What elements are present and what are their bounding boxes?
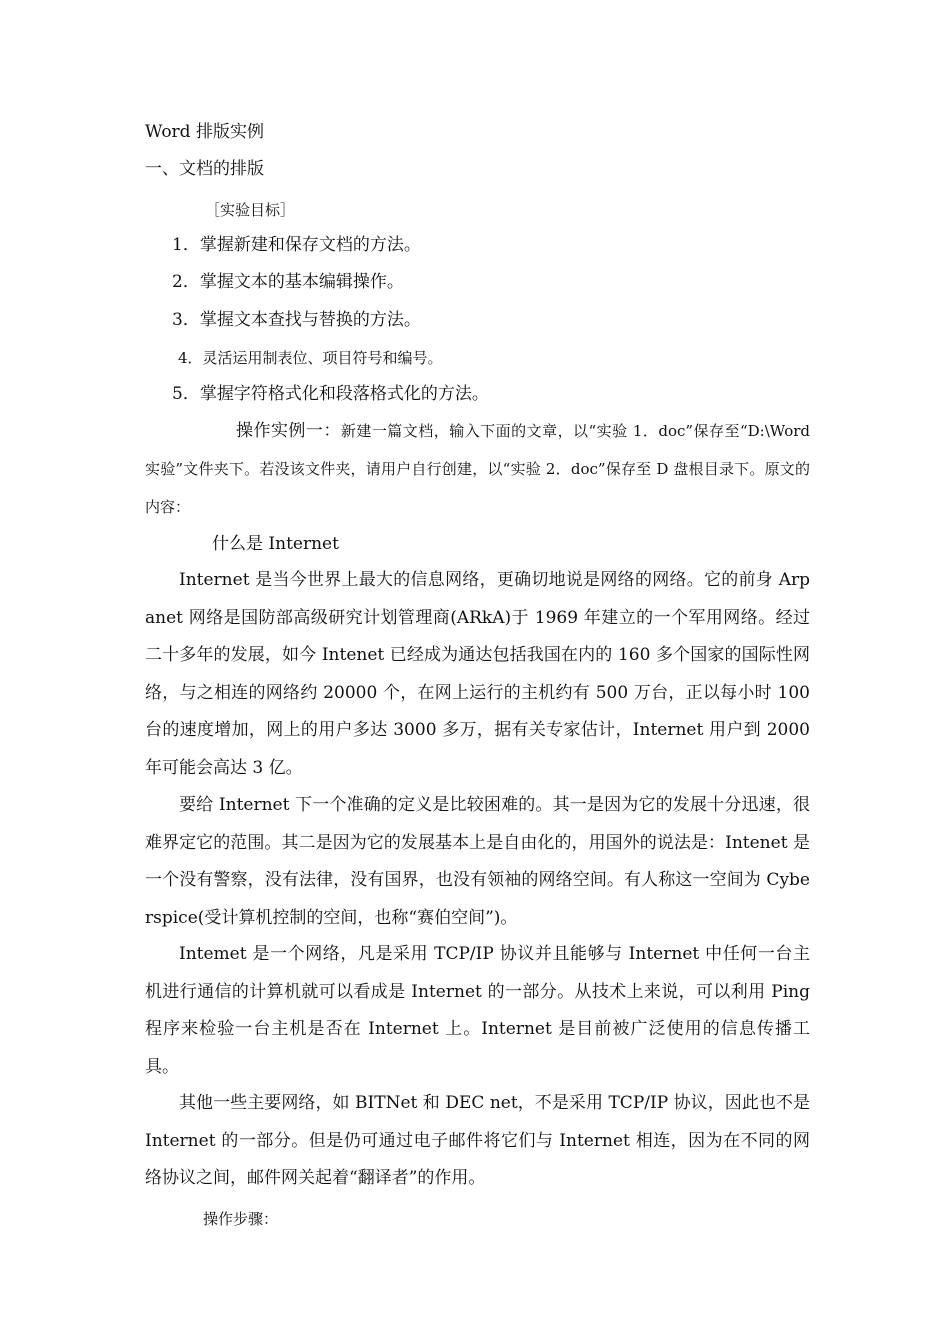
section-heading: 一、文档的排版 <box>145 159 264 179</box>
document-title: Word 排版实例 <box>145 122 264 142</box>
objective-item: 1．掌握新建和保存文档的方法。 <box>172 235 421 255</box>
objective-item: 4．灵活运用制表位、项目符号和编号。 <box>178 349 443 367</box>
article-paragraph: Internet 是当今世界上最大的信息网络，更确切地说是网络的网络。它的前身 Arpanet 网络是国防部高级研究计划管理商(ARkA)于 1969 年建立的一个军用网络。经过二十多年的发展，如今 Intenet 已经成为通达包括我国在内的 160 多个国家的国际性网络，与之相连的网络约 20000 个，在网上运行的主机约有 500 万台，正以每小时 100 台的速度增加，网上的用户多达 3000 多万，据有关专家估计，Internet 用户到 2000 年可能会高达 3 亿。 <box>145 570 810 778</box>
objectives-heading: ［实验目标］ <box>205 201 296 219</box>
example-text: 新建一篇文档，输入下面的文章，以“实验 1．doc”保存至“D:\Word 实验”文件夹下。若没该文件夹，请用户自行创建，以“实验 2．doc”保存至 D 盘根目录下。原文的内容： <box>145 422 810 516</box>
article-title: 什么是 Internet <box>212 534 339 554</box>
steps-label: 操作步骤： <box>203 1210 279 1228</box>
example-label: 操作实例一： <box>236 421 341 441</box>
article-paragraph: Intemet 是一个网络，凡是采用 TCP/IP 协议并且能够与 Internet 中任何一台主机进行通信的计算机就可以看成是 Internet 的一部分。从技术上来说，可以利用 Ping 程序来检验一台主机是否在 Internet 上。Internet 是目前被广泛使用的信息传播工具。 <box>145 944 810 1077</box>
article-paragraph: 其他一些主要网络，如 BITNet 和 DEC net，不是采用 TCP/IP 协议，因此也不是 Internet 的一部分。但是仍可通过电子邮件将它们与 Internet 相连，因为在不同的网络协议之间，邮件网关起着“翻译者”的作用。 <box>145 1093 810 1189</box>
objective-item: 3．掌握文本查找与替换的方法。 <box>172 310 421 330</box>
example-instructions <box>145 412 810 526</box>
objective-item: 5．掌握字符格式化和段落格式化的方法。 <box>172 384 489 404</box>
article-paragraph: 要给 Internet 下一个准确的定义是比较困难的。其一是因为它的发展十分迅速，很难界定它的范围。其二是因为它的发展基本上是自由化的，用国外的说法是：Intenet 是一个没有警察，没有法律，没有国界，也没有领袖的网络空间。有人称这一空间为 Cyberspice(受计算机控制的空间，也称“赛伯空间”)。 <box>145 795 810 928</box>
objective-item: 2．掌握文本的基本编辑操作。 <box>172 272 404 292</box>
